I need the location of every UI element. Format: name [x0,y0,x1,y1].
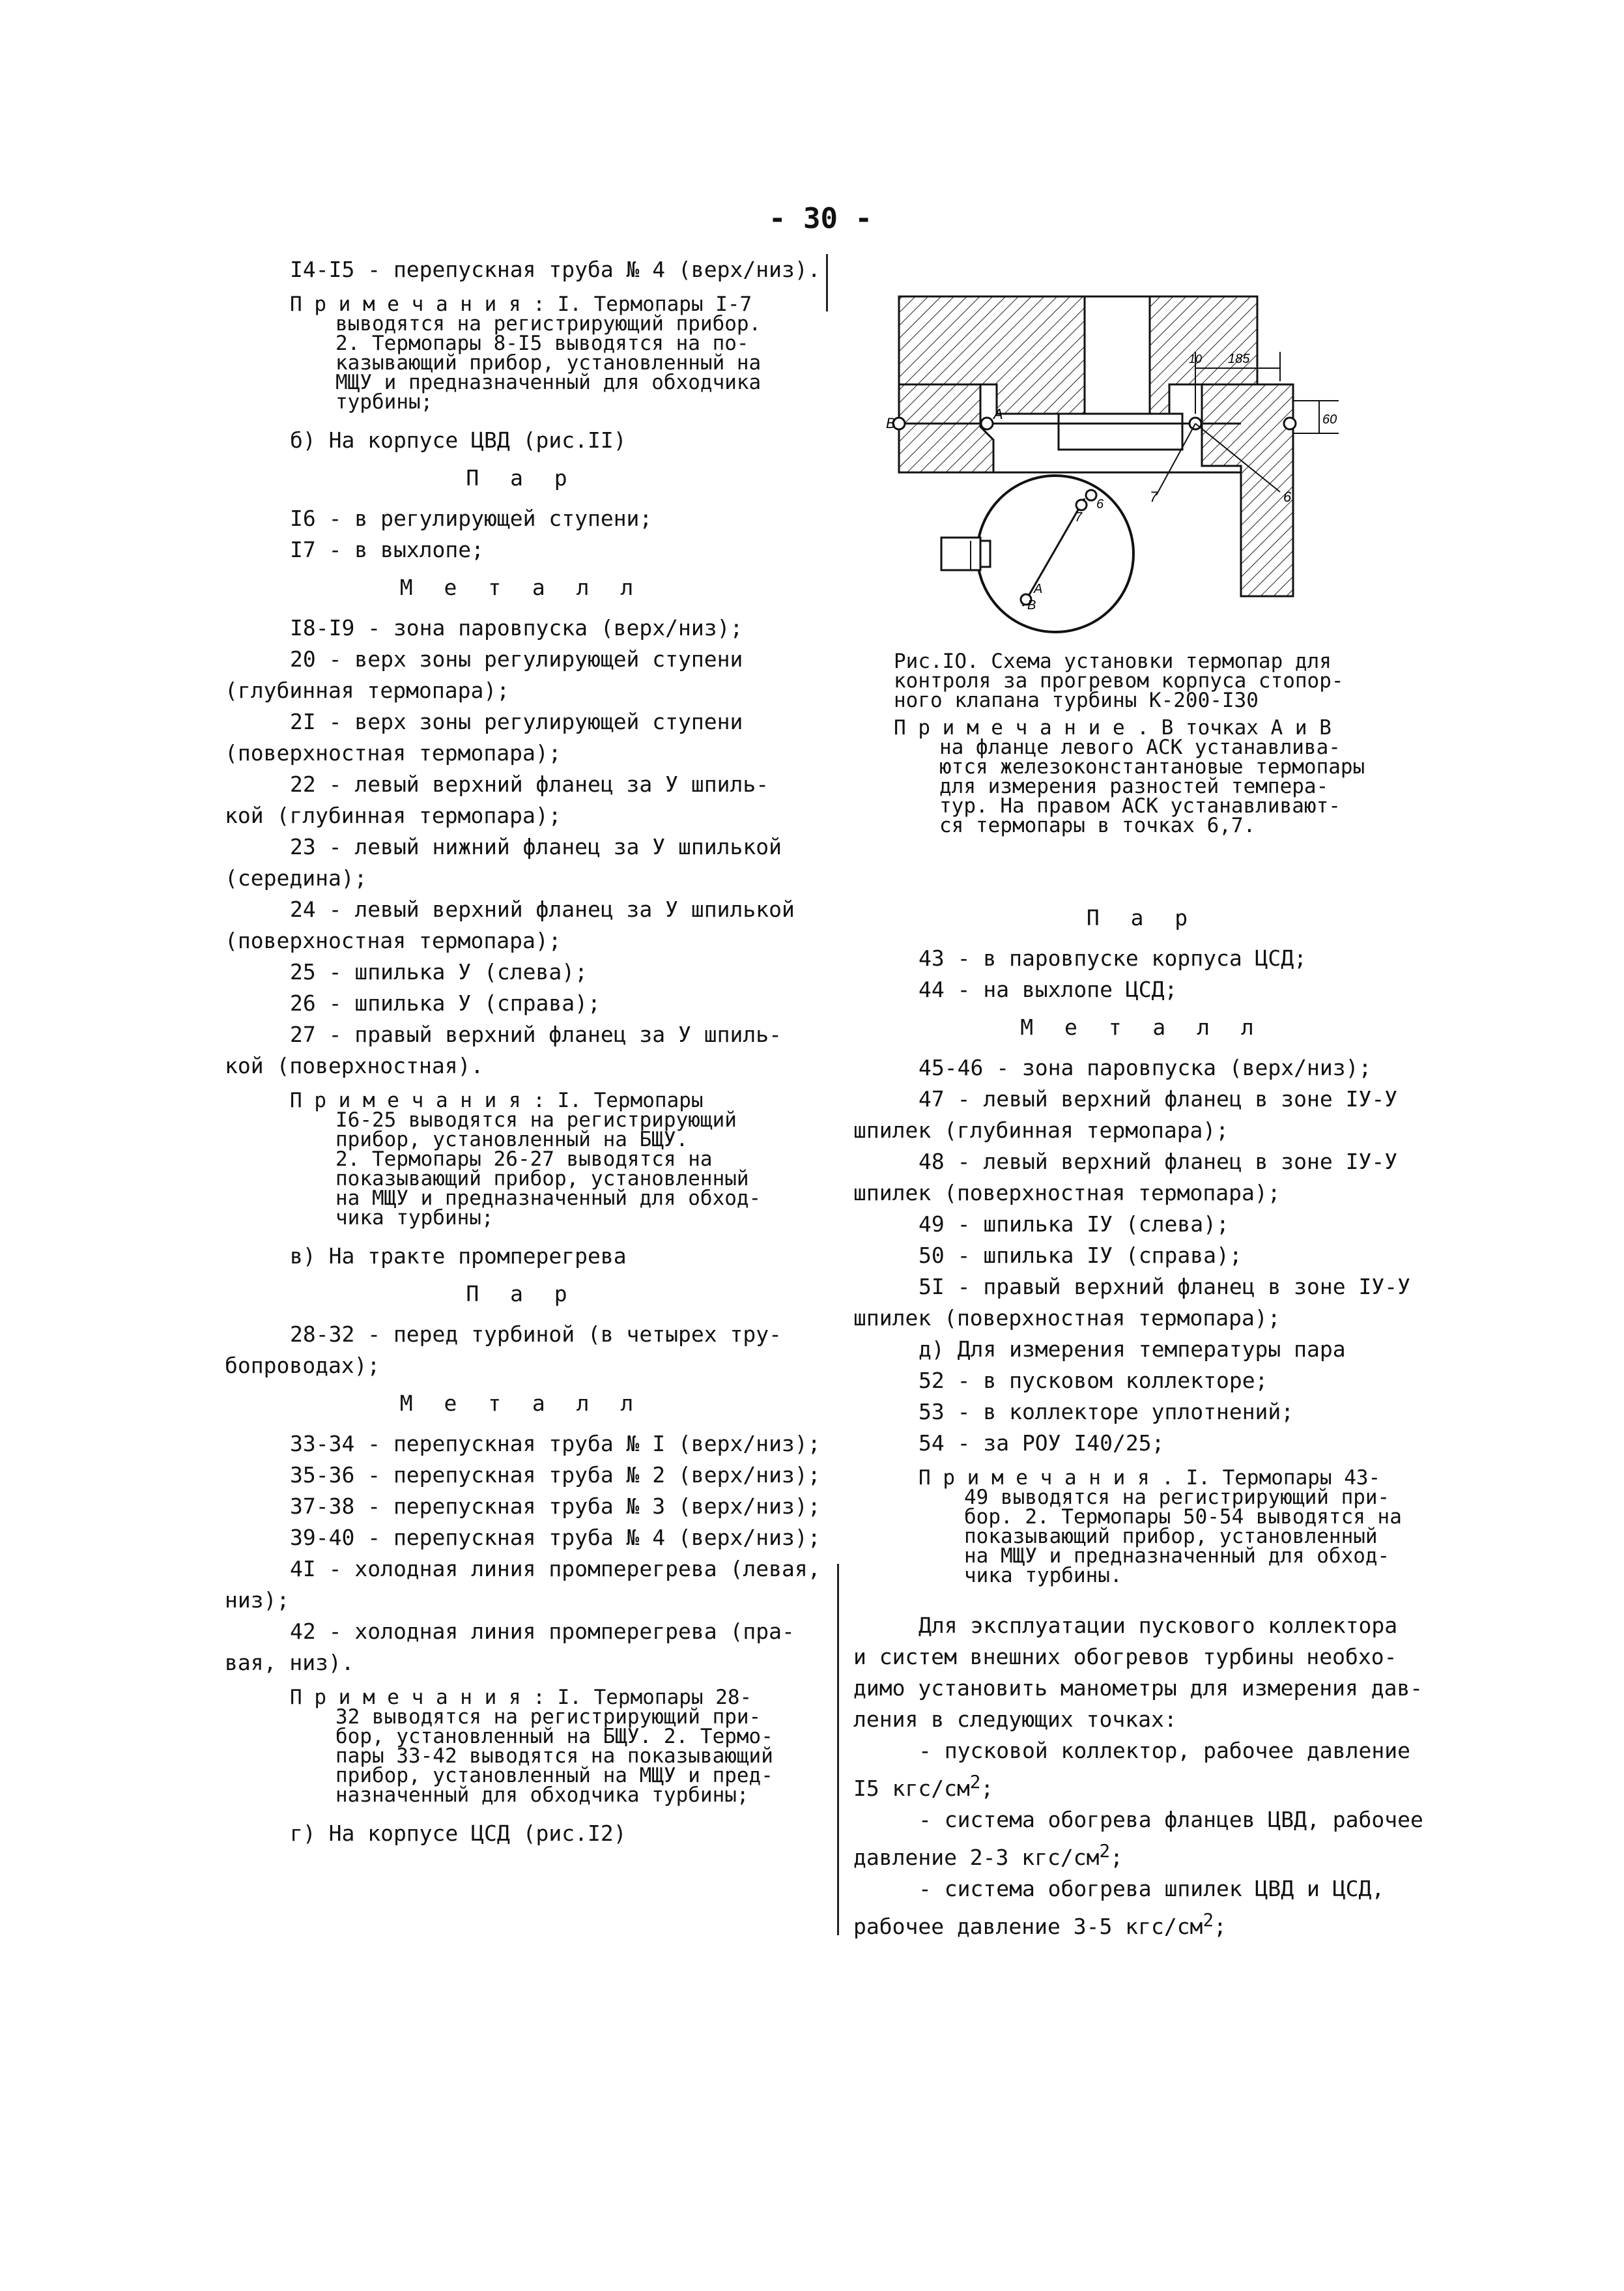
dimension-label: 185 [1228,352,1250,366]
text-line: I4-I5 - перепускная труба № 4 (верх/низ). [290,257,821,282]
note-block [225,295,818,412]
text-line: кой (поверхностная). [225,1053,484,1078]
column-divider [826,254,828,311]
note-heading: П р и м е ч а н и я : I. Термопары I-7 [290,293,752,316]
page-number: - 30 - [769,202,872,235]
text-line: 49 - шпилька IУ (слева); [919,1211,1229,1237]
punctuation: ; [1110,1845,1123,1870]
text-line: 47 - левый верхний фланец в зоне IУ-У [919,1086,1398,1112]
text-line: 37-38 - перепускная труба № 3 (верх/низ); [290,1493,821,1519]
point-label: А [1034,582,1043,596]
superscript: 2 [1203,1910,1214,1931]
text-line: низ); [225,1587,290,1613]
text-line: бопроводах); [225,1353,380,1378]
text-line: 22 - левый верхний фланец за У шпиль- [290,771,769,797]
subheading: М е т а л л [399,575,643,600]
paragraph-line: ления в следующих точках: [853,1707,1177,1732]
note-line: МЩУ и предназначенный для обходчика [335,371,762,394]
note-line: показывающий прибор, установленный [964,1525,1378,1548]
point-label: 6 [1283,489,1292,505]
text-line: кой (глубинная термопара); [225,803,562,828]
text-line: I7 - в выхлопе; [290,537,485,562]
note-line: 49 выводятся на регистрирующий при- [964,1486,1390,1509]
text-line: 42 - холодная линия промперегрева (пра- [290,1619,795,1644]
text-line: 5I - правый верхний фланец в зоне IУ-У [919,1274,1410,1299]
text-line: (середина); [225,865,367,891]
note-line: пары 33-42 выводятся на показывающий [335,1744,773,1768]
note-heading: П р и м е ч а н и я : I. Термопары [290,1089,704,1112]
text-line: 52 - в пусковом коллекторе; [919,1368,1268,1393]
text-line: 4I - холодная линия промперегрева (левая, [290,1556,821,1581]
text-line: 23 - левый нижний фланец за У шпилькой [290,834,782,859]
note-line: на МЩУ и предназначенный для обход- [335,1187,762,1210]
text-line: 53 - в коллекторе уплотнений; [919,1399,1294,1424]
text-line: 50 - шпилька IУ (справа); [919,1243,1242,1268]
text-line: 54 - за РОУ I40/25; [919,1430,1165,1456]
pressure-item [853,1836,1430,1873]
caption-note-heading: П р и м е ч а н и е . В точках А и В [894,716,1332,740]
punctuation: ; [1214,1914,1227,1939]
note-heading: П р и м е ч а н и я : I. Термопары 28- [290,1686,752,1709]
note-line: I6-25 выводятся на регистрирующий [335,1108,737,1132]
note-block [853,1468,1430,1585]
caption-note-line: тур. На правом АСК устанавливают- [939,794,1341,818]
point-label: 7 [1150,489,1158,505]
pressure-item [853,1766,1430,1804]
subheading: П а р [466,1281,577,1306]
note-line: бор, установленный на БЩУ. 2. Термо- [335,1725,773,1748]
dimension-label: 10 [1189,353,1203,366]
text-line: шпилек (поверхностная термопара); [853,1180,1281,1205]
note-line: чика турбины. [964,1564,1122,1587]
text-line: 27 - правый верхний фланец за У шпиль- [290,1022,782,1047]
left-column [225,254,821,1849]
subheading: П а р [1086,905,1197,930]
text-line: (поверхностная термопара); [225,928,562,953]
stop-valve-diagram [886,283,1397,648]
dimension-label: 60 [1322,412,1337,427]
text-line: 44 - на выхлопе ЦСД; [919,977,1178,1002]
text-line: 24 - левый верхний фланец за У шпилькой [290,897,795,922]
paragraph-line: Для эксплуатации пускового коллектора [919,1613,1398,1638]
note-line: 2. Термопары 8-I5 выводятся на по- [335,332,749,355]
text-line: шпилек (поверхностная термопара); [853,1305,1281,1331]
caption-line: Рис.IO. Схема установки термопар для [894,650,1332,673]
section-heading: б) На корпусе ЦВД (рис.II) [290,427,627,453]
point-label: 6 [1096,497,1104,512]
pressure-value: давление 2-3 кгс/см [853,1845,1100,1870]
point-label: В [1027,598,1036,612]
caption-note-line: на фланце левого АСК устанавлива- [939,736,1341,759]
point-label: А [993,406,1003,422]
caption-line: ного клапана турбины К-200-I30 [894,689,1259,712]
column-divider [837,1564,839,1935]
text-line: вая, низ). [225,1650,354,1675]
figure-caption [894,652,1447,835]
pressure-item [853,1905,1430,1942]
text-line: 33-34 - перепускная труба № I (верх/низ); [290,1431,821,1456]
text-line: 35-36 - перепускная труба № 2 (верх/низ); [290,1462,821,1488]
note-line: показывающий прибор, установленный [335,1167,749,1190]
note-line: прибор, установленный на БЩУ. [335,1128,689,1151]
text-line: 48 - левый верхний фланец в зоне IУ-У [919,1149,1398,1174]
subheading: М е т а л л [399,1390,643,1416]
caption-note-line: ся термопары в точках 6,7. [939,814,1256,837]
text-line: 39-40 - перепускная труба № 4 (верх/низ); [290,1525,821,1550]
note-heading: П р и м е ч а н и я . I. Термопары 43- [919,1466,1381,1490]
text-line: шпилек (глубинная термопара); [853,1117,1229,1143]
note-line: прибор, установленный на МЩУ и пред- [335,1764,773,1787]
pressure-value: I5 кгс/см [853,1776,970,1801]
superscript: 2 [969,1772,981,1793]
superscript: 2 [1099,1841,1111,1862]
text-line: 28-32 - перед турбиной (в четырех тру- [290,1321,782,1347]
point-label: В [886,415,896,431]
note-block [225,1688,818,1805]
caption-note-line: для измерения разностей темпера- [939,775,1329,798]
text-line: 26 - шпилька У (справа); [290,990,601,1016]
note-line: на МЩУ и предназначенный для обход- [964,1544,1390,1568]
text-line: 20 - верх зоны регулирующей ступени [290,646,743,672]
subheading: М е т а л л [1020,1015,1263,1040]
text-line: 45-46 - зона паровпуска (верх/низ); [919,1055,1372,1080]
text-line: 25 - шпилька У (слева); [290,959,588,985]
text-line: (поверхностная термопара); [225,740,562,766]
text-line: I6 - в регулирующей ступени; [290,506,653,531]
pressure-item: - система обогрева фланцев ЦВД, рабочее [919,1807,1423,1832]
text-line: (глубинная термопара); [225,678,510,703]
punctuation: ; [980,1776,994,1801]
paragraph-line: димо установить манометры для измерения дав- [853,1675,1423,1701]
text-line: I8-I9 - зона паровпуска (верх/низ); [290,615,743,641]
pressure-item: - система обогрева шпилек ЦВД и ЦСД, [919,1876,1385,1901]
caption-note-line: ются железоконстантановые термопары [939,755,1365,779]
note-line: турбины; [335,390,433,414]
pressure-value: рабочее давление 3-5 кгс/см [853,1914,1203,1939]
flange-bolt-view [941,476,1133,632]
text-line: 43 - в паровпуске корпуса ЦСД; [919,945,1307,971]
text-line: 2I - верх зоны регулирующей ступени [290,709,743,734]
caption-line: контроля за прогревом корпуса стопор- [894,669,1344,693]
section-heading: в) На тракте промперегрева [290,1243,627,1269]
note-line: 32 выводятся на регистрирующий при- [335,1705,762,1729]
note-line: назначенный для обходчика турбины; [335,1783,749,1807]
note-line: казывающий прибор, установленный на [335,351,762,375]
note-line: бор. 2. Термопары 50-54 выводятся на [964,1505,1402,1529]
subheading: П а р [466,465,577,491]
right-column [853,896,1430,1942]
section-heading: д) Для измерения температуры пара [919,1336,1346,1362]
paragraph-line: и систем внешних обогревов турбины необхо- [853,1644,1397,1669]
note-line: 2. Термопары 26-27 выводятся на [335,1147,713,1171]
section-heading: г) На корпусе ЦСД (рис.I2) [290,1821,627,1846]
note-line: выводятся на регистрирующий прибор. [335,312,762,336]
point-label: 7 [1075,510,1083,525]
pressure-item: - пусковой коллектор, рабочее давление [919,1738,1410,1763]
note-block [225,1091,818,1228]
note-line: чика турбины; [335,1206,494,1230]
